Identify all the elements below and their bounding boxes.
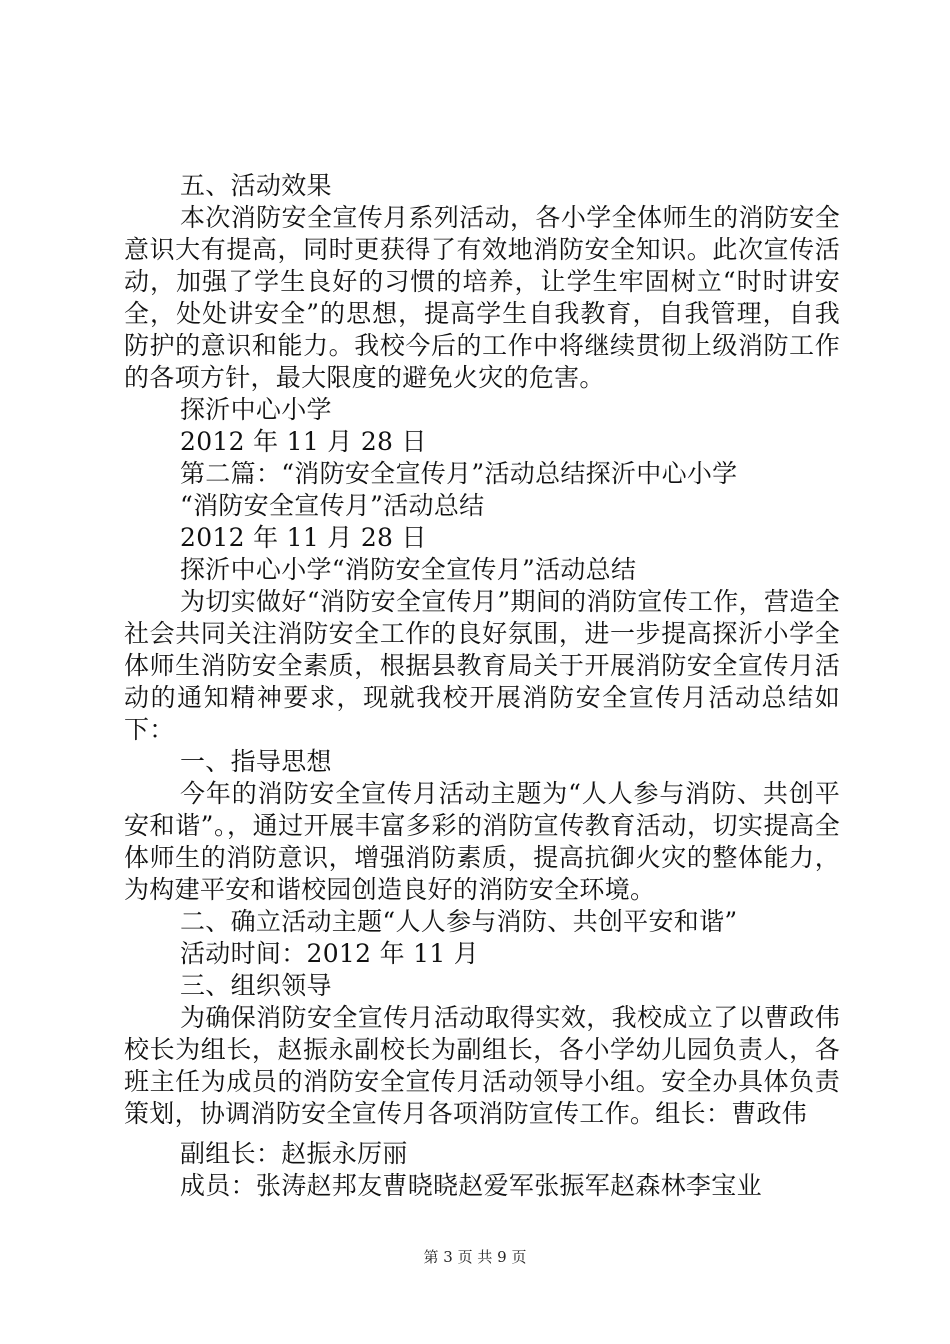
paragraph-effect-summary: 本次消防安全宣传月系列活动，各小学全体师生的消防安全意识大有提高，同时更获得了有效地消防安全知识。此次宣传活动，加强了学生良好的习惯的培养，让学生牢固树立“时时讲安全，处处讲安全”的思想，提高学生自我教育，自我管理，自我防护的意识和能力。我校今后的工作中将继续贯彻上级消防工作的各项方针，最大限度的避免火灾的危害。 [124, 203, 840, 392]
activity-time: 活动时间：2012 年 11 月 [180, 939, 480, 968]
chapter-two-heading: 探沂中心小学“消防安全宣传月”活动总结 [180, 555, 637, 584]
chapter-two-title: 第二篇：“消防安全宣传月”活动总结探沂中心小学 [180, 459, 738, 488]
heading-guiding-thought: 一、指导思想 [180, 747, 332, 776]
heading-organization: 三、组织领导 [180, 971, 332, 1000]
chapter-two-date: 2012 年 11 月 28 日 [180, 523, 427, 552]
paragraph-theme: 今年的消防安全宣传月活动主题为“人人参与消防、共创平安和谐”。，通过开展丰富多彩的消防宣传教育活动，切实提高全体师生的消防意识，增强消防素质，提高抗御火灾的整体能力，为构建平安和谐校园创造良好的消防安全环境。 [124, 779, 840, 904]
vice-leaders: 副组长：赵振永厉丽 [180, 1139, 408, 1168]
paragraph-organization: 为确保消防安全宣传月活动取得实效，我校成立了以曹政伟校长为组长，赵振永副校长为副组长，各小学幼儿园负责人，各班主任为成员的消防安全宣传月活动领导小组。安全办具体负责策划，协调消防安全宣传月各项消防宣传工作。组长：曹政伟 [124, 1003, 840, 1128]
members: 成员：张涛赵邦友曹晓晓赵爱军张振军赵森林李宝业 [180, 1171, 762, 1200]
signature-school: 探沂中心小学 [180, 395, 332, 424]
signature-date: 2012 年 11 月 28 日 [180, 427, 427, 456]
document-body [124, 170, 840, 1202]
heading-activity-theme: 二、确立活动主题“人人参与消防、共创平安和谐” [180, 907, 738, 936]
chapter-two-subtitle: “消防安全宣传月”活动总结 [180, 491, 485, 520]
page-footer: 第 3 页 共 9 页 [423, 1248, 527, 1266]
paragraph-introduction: 为切实做好“消防安全宣传月”期间的消防宣传工作，营造全社会共同关注消防安全工作的良好氛围，进一步提高探沂小学全体师生消防安全素质，根据县教育局关于开展消防安全宣传月活动的通知精神要求，现就我校开展消防安全宣传月活动总结如下： [124, 587, 840, 744]
heading-activity-effect: 五、活动效果 [180, 171, 332, 200]
